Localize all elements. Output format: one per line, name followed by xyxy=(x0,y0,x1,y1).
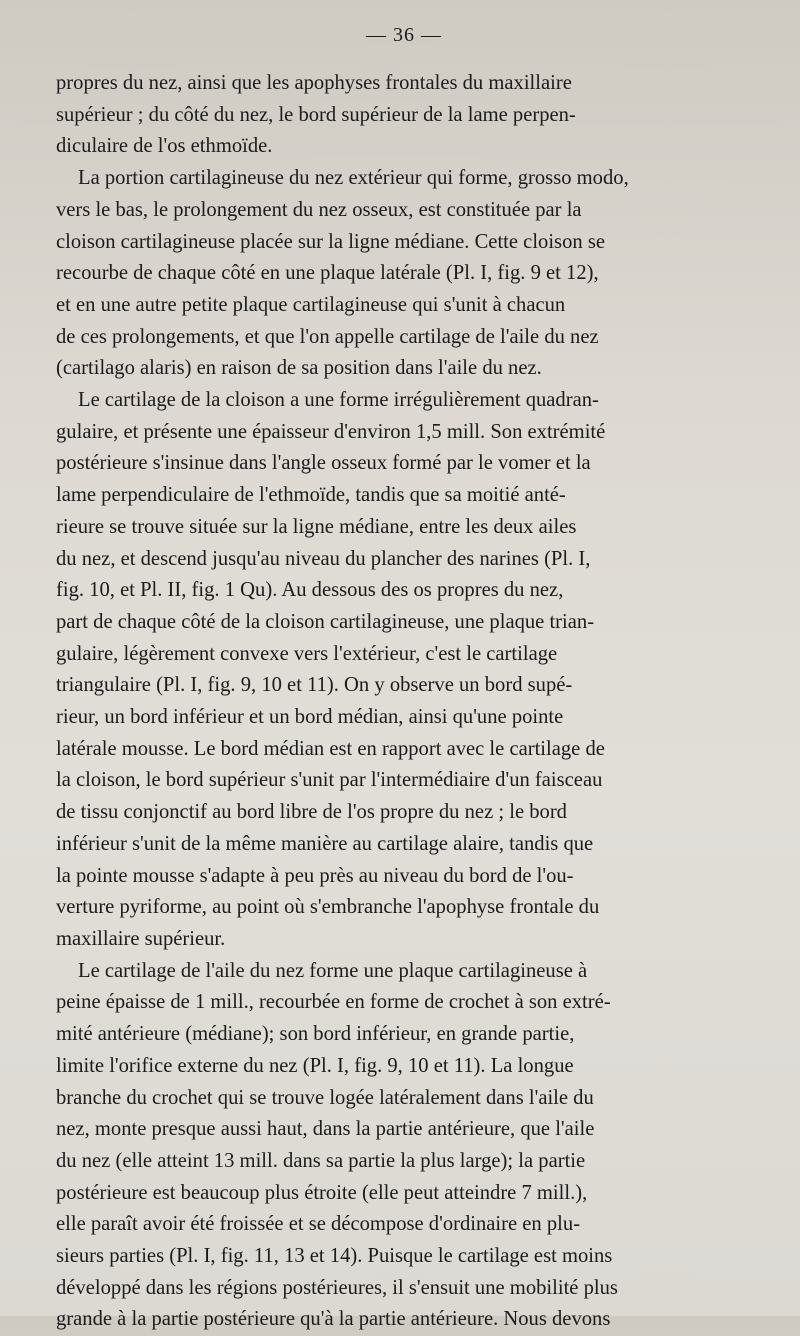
text-line: rieur, un bord inférieur et un bord médian, ainsi qu'une pointe xyxy=(56,706,564,729)
text-line: du nez, et descend jusqu'au niveau du plancher des narines (Pl. I, xyxy=(56,547,591,570)
text-line: nez, monte presque aussi haut, dans la partie antérieure, que l'aile xyxy=(56,1118,595,1141)
text-line: cloison cartilagineuse placée sur la ligne médiane. Cette cloison se xyxy=(56,230,605,253)
text-line: sieurs parties (Pl. I, fig. 11, 13 et 14). Puisque le cartilage est moins xyxy=(56,1245,613,1268)
text-line: grande à la partie postérieure qu'à la partie antérieure. Nous devons xyxy=(56,1308,611,1331)
text-line: Le cartilage de l'aile du nez forme une plaque cartilagineuse à xyxy=(78,959,588,982)
text-line: développé dans les régions postérieures, il s'ensuit une mobilité plus xyxy=(56,1276,618,1299)
text-line: inférieur s'unit de la même manière au cartilage alaire, tandis que xyxy=(56,832,594,855)
text-line: (cartilago alaris) en raison de sa position dans l'aile du nez. xyxy=(56,357,542,380)
text-line: postérieure s'insinue dans l'angle osseux formé par le vomer et la xyxy=(56,452,591,475)
text-line: peine épaisse de 1 mill., recourbée en forme de crochet à son extré- xyxy=(56,991,611,1014)
text-line: La portion cartilagineuse du nez extérieur qui forme, grosso modo, xyxy=(78,167,629,190)
text-line: fig. 10, et Pl. II, fig. 1 Qu). Au dessous des os propres du nez, xyxy=(56,579,564,602)
text-line: vers le bas, le prolongement du nez osseux, est constituée par la xyxy=(56,198,582,221)
text-line: du nez (elle atteint 13 mill. dans sa partie la plus large); la partie xyxy=(56,1149,586,1172)
text-line: elle paraît avoir été froissée et se décompose d'ordinaire en plu- xyxy=(56,1213,581,1236)
text-line: rieure se trouve située sur la ligne médiane, entre les deux ailes xyxy=(56,515,577,538)
text-line: et en une autre petite plaque cartilagineuse qui s'unit à chacun xyxy=(56,293,566,316)
text-line: de tissu conjonctif au bord libre de l'os propre du nez ; le bord xyxy=(56,801,567,824)
text-line: recourbe de chaque côté en une plaque latérale (Pl. I, fig. 9 et 12), xyxy=(56,262,599,285)
text-line: latérale mousse. Le bord médian est en rapport avec le cartilage de xyxy=(56,737,605,760)
text-line: verture pyriforme, au point où s'embranche l'apophyse frontale du xyxy=(56,896,600,919)
text-line: la pointe mousse s'adapte à peu près au niveau du bord de l'ou- xyxy=(56,864,574,887)
text-line: mité antérieure (médiane); son bord inférieur, en grande partie, xyxy=(56,1023,575,1046)
text-line: supérieur ; du côté du nez, le bord supérieur de la lame perpen- xyxy=(56,103,576,126)
text-line: diculaire de l'os ethmoïde. xyxy=(56,135,273,158)
text-line: la cloison, le bord supérieur s'unit par l'intermédiaire d'un faisceau xyxy=(56,769,603,792)
text-line: gulaire, légèrement convexe vers l'extérieur, c'est le cartilage xyxy=(56,642,558,665)
text-line: Le cartilage de la cloison a une forme irrégulièrement quadran- xyxy=(78,389,599,412)
text-line: lame perpendiculaire de l'ethmoïde, tandis que sa moitié anté- xyxy=(56,484,566,507)
text-line: limite l'orifice externe du nez (Pl. I, fig. 9, 10 et 11). La longue xyxy=(56,1054,574,1077)
text-line: triangulaire (Pl. I, fig. 9, 10 et 11). On y observe un bord supé- xyxy=(56,674,573,697)
text-line: branche du crochet qui se trouve logée latéralement dans l'aile du xyxy=(56,1086,594,1109)
text-line: part de chaque côté de la cloison cartilagineuse, une plaque trian- xyxy=(56,610,595,633)
text-line: postérieure est beaucoup plus étroite (elle peut atteindre 7 mill.), xyxy=(56,1181,588,1204)
body-text xyxy=(56,68,752,1336)
page-number: — 36 — xyxy=(366,24,442,46)
text-line: gulaire, et présente une épaisseur d'environ 1,5 mill. Son extrémité xyxy=(56,420,606,443)
text-line: maxillaire supérieur. xyxy=(56,927,226,950)
text-line: propres du nez, ainsi que les apophyses frontales du maxillaire xyxy=(56,72,572,94)
text-line: de ces prolongements, et que l'on appelle cartilage de l'aile du nez xyxy=(56,325,599,348)
